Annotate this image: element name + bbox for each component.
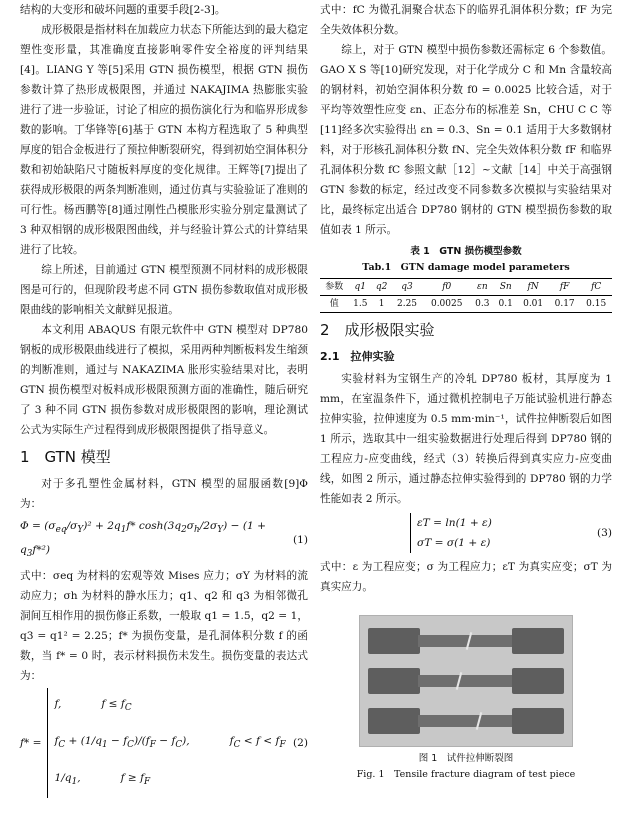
section-heading-forming-limit: 2 成形极限实验 bbox=[320, 321, 435, 339]
table-1-caption-en: Tab.1 GTN damage model parameters bbox=[362, 262, 570, 273]
table-header-cell: q3 bbox=[391, 279, 423, 296]
table-cell: 0.01 bbox=[517, 296, 549, 313]
left-column bbox=[20, 0, 308, 800]
figure-1-caption-en: Fig. 1 Tensile fracture diagram of test piece bbox=[356, 769, 576, 780]
specimen-1 bbox=[368, 628, 564, 654]
specimen-2 bbox=[368, 668, 564, 694]
equation-1-body: $\Phi = (\sigma_{eq}/\sigma_Y)^2 + 2q_1f*$ $\cosh(3q_2\sigma_h/2\sigma_Y) - (1 + q_3f*^2)$ bbox=[20, 520, 266, 560]
table-header-cell: fF bbox=[549, 279, 581, 296]
right-paragraph-4: 式中：ε 为工程应变；σ 为工程应力；εT 为真实应变；σT 为真实应力。 bbox=[320, 561, 612, 593]
specimen-3 bbox=[368, 708, 564, 734]
equation-2 bbox=[20, 688, 308, 798]
left-paragraph-1: 结构的大变形和破坏问题的重要手段[2-3]。 bbox=[20, 4, 226, 16]
right-paragraph-3: 实验材料为宝钢生产的冷轧 DP780 板材，其厚度为 1 mm，在室温条件下，通过微机控制电子万能试验机进行静态拉伸实验，拉伸速度为 0.5 mm·min⁻¹，试件拉伸断裂后如图 1 所示，选取其中一组实验数据进行处理后得到 DP780 钢的工程应力-应变曲线，经式（3）转换后得到真实应力-应变曲线，如图 2 所示，通过静态拉伸实验得到的 DP780 钢的力学性能如表 2 所示。 bbox=[320, 373, 612, 505]
table-cell: 值 bbox=[320, 296, 349, 313]
left-paragraph-2: 成形极限是指材料在加载应力状态下所能达到的最大稳定塑性变形量，其准确度直接影响零件安全裕度的评判结果[4]。LIANG Y 等[5]采用 GTN 损伤模型，根据 GTN 损伤参数计算了热形成极限图，并通过 NAKAJIMA 热膨胀实验进行了进一步验证，讨论了相应的损伤演化行为和临界形成参数的影响。丁华锋等[6]基于 GTN 本构方程选取了 5 种典型厚度的铝合金板进行了预拉伸断裂研究，得到初始空洞体积分数和初始缺陷尺寸随板料厚度的变化规律。王辉等[7]提出了获得成形极限的两条判断准则，通过仿真与实验验证了准则的可行性。杨西鹏等[8]通过刚性凸模胀形实验分别定量测试了 3 种双相钢的成形极限图曲线，并与经验计算公式的计算结果进行了比较。 bbox=[20, 24, 308, 256]
equation-3-number: (3) bbox=[596, 527, 612, 539]
table-cell: 0.17 bbox=[549, 296, 581, 313]
table-header-cell: q1 bbox=[349, 279, 372, 296]
table-header-cell: Sn bbox=[494, 279, 517, 296]
section-heading-gtn: 1 GTN 模型 bbox=[20, 448, 111, 466]
equation-3-line-1: εT = ln(1 + ε) bbox=[417, 517, 492, 529]
equation-3 bbox=[410, 513, 612, 553]
table-cell: 0.1 bbox=[494, 296, 517, 313]
table-cell: 0.3 bbox=[471, 296, 494, 313]
tensile-fracture-photo bbox=[359, 615, 573, 747]
equation-2-cases: f, $f \le f_C$ $f_C + (1/q_1 - f_C)/(f_F - f_C)$, $f_C < f < f_F$ $1/q_1$, $f \ge f_F$ bbox=[47, 688, 285, 798]
table-header-cell: fC bbox=[580, 279, 612, 296]
left-paragraph-3: 综上所述，目前通过 GTN 模型预测不同材料的成形极限图是可行的，但现阶段考虑不同 GTN 损伤参数取值对成形极限曲线的影响相关文献鲜见报道。 bbox=[20, 264, 308, 316]
equation-1 bbox=[20, 516, 308, 564]
table-cell: 0.0025 bbox=[423, 296, 471, 313]
left-paragraph-5: 对于多孔塑性金属材料，GTN 模型的屈服函数[9]Φ 为： bbox=[20, 478, 308, 510]
equation-2-lhs: f* = bbox=[20, 737, 42, 750]
equation-2-number: (2) bbox=[292, 737, 308, 750]
table-header-cell: f0 bbox=[423, 279, 471, 296]
right-paragraph-1: 式中：fC 为微孔洞聚合状态下的临界孔洞体积分数；fF 为完全失效体积分数。 bbox=[320, 4, 612, 36]
table-header-cell: εn bbox=[471, 279, 494, 296]
table-1-caption: 表 1 GTN 损伤模型参数 bbox=[410, 246, 522, 257]
table-cell: 1.5 bbox=[349, 296, 372, 313]
table-row bbox=[320, 296, 612, 313]
left-paragraph-4: 本文利用 ABAQUS 有限元软件中 GTN 模型对 DP780 钢板的成形极限曲线进行了模拟，采用两种判断板料发生缩颈的判断准则，通过与 NAKAZIMA 胀形实验结果对比，表明 GTN 损伤模型对板料成形极限预测方面的准确性，随后研究了 3 种不同 GTN 损伤参数对成形极限图的影响，理论测试公式为实际生产过程得到成形极限图提供了指导意义。 bbox=[20, 324, 308, 436]
table-header-row bbox=[320, 279, 612, 296]
right-column bbox=[320, 0, 612, 783]
right-paragraph-2: 综上，对于 GTN 模型中损伤参数还需标定 6 个参数值。GAO X S 等[10]研究发现，对于化学成分 C 和 Mn 含量较高的钢材料，初始空洞体积分数 f0 = 0.0025 比较合适，对于平均等效塑性应变 εn、正态分布的标准差 Sn，CHU C C 等[11]经多次实验得出 εn = 0.3、Sn = 0.1 适用于大多数钢材料，对于形核孔洞体积分数 fN、完全失效体积分数 fF 和临界孔洞体积分数 fC 参照文献［12］~文献［14］中关于高强钢 GTN 参数的标定，经过改变不同参数多次模拟与实验结果对比，最终标定出适合 DP780 钢材的 GTN 模型损伤参数的取值如表 1 所示。 bbox=[320, 44, 612, 236]
table-header-cell: 参数 bbox=[320, 279, 349, 296]
table-header-cell: fN bbox=[517, 279, 549, 296]
table-cell: 0.15 bbox=[580, 296, 612, 313]
table-header-cell: q2 bbox=[372, 279, 391, 296]
table-cell: 2.25 bbox=[391, 296, 423, 313]
equation-1-number: (1) bbox=[292, 534, 308, 547]
gtn-parameter-table bbox=[320, 278, 612, 313]
table-cell: 1 bbox=[372, 296, 391, 313]
equation-3-line-2: σT = σ(1 + ε) bbox=[417, 537, 491, 549]
subsection-heading-tensile: 2.1 拉伸实验 bbox=[320, 350, 395, 363]
figure-1-caption: 图 1 试件拉伸断裂图 bbox=[418, 753, 514, 764]
equation-3-cases bbox=[410, 513, 492, 553]
left-paragraph-6: 式中：σeq 为材料的宏观等效 Mises 应力；σY 为材料的流动应力；σh 为材料的静水压力；q1、q2 和 q3 为相邻微孔洞间互相作用的损伤修正系数，一般取 q1 = 1.5，q2 = 1，q3 = q1² = 2.25；f* 为损伤变量，是孔洞体积分数 f 的函数，当 f* = 0 时，表示材料损伤未发生。损伤变量的表达式为： bbox=[20, 570, 308, 683]
